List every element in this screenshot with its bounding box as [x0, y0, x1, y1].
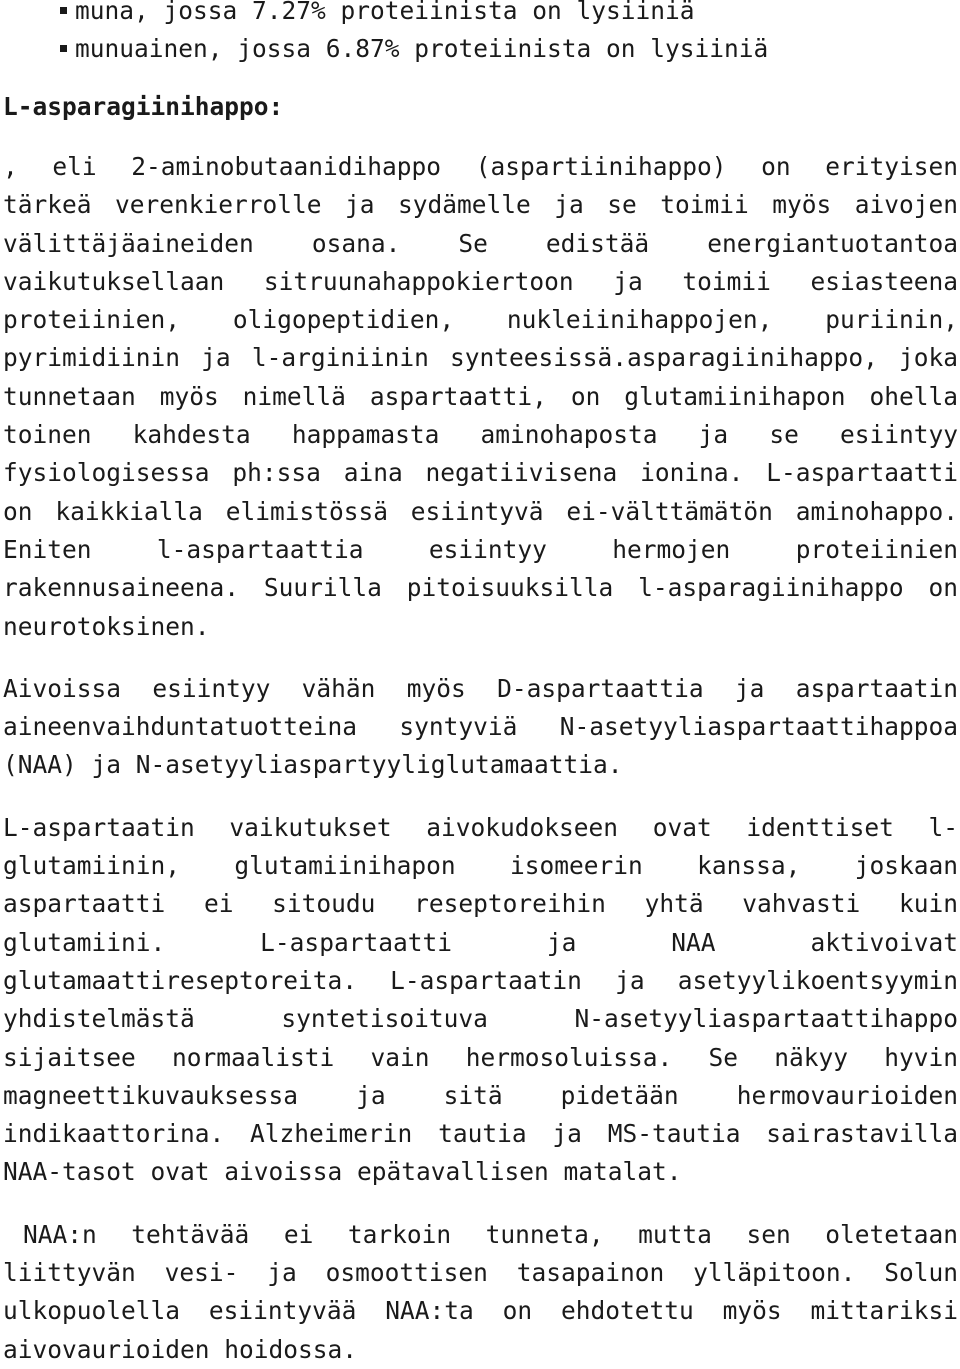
paragraph-effects: L-aspartaatin vaikutukset aivokudokseen ovat identtiset l-glutamiinin, glutamiinihapon isomeerin kanssa, joskaan aspartaatti ei sitoudu reseptoreihin yhtä vahvasti kuin glutamiini. L-aspartaatti ja NAA aktivoivat glutamaattireseptoreita. L-aspartaatin ja asetyylikoentsyymin yhdistelmästä syntetisoituva N-asetyyliaspartaattihappo sijaitsee normaalisti vain hermosoluissa. Se näkyy hyvin magneettikuvauksessa ja sitä pidetään hermovaurioiden indikaattorina. Alzheimerin tautia ja MS-tautia sairastavilla NAA-tasot ovat aivoissa epätavallisen matalat. [3, 812, 958, 1187]
paragraph-d-aspartate: Aivoissa esiintyy vähän myös D-aspartaattia ja aspartaatin aineenvaihduntatuotteina syntyviä N-asetyyliaspartaattihappoa (NAA) ja N-asetyyliaspartyyliglutamaattia. [3, 673, 958, 780]
lysine-source-list [3, 0, 958, 68]
paragraph-naa-function: NAA:n tehtävää ei tarkoin tunneta, mutta sen oletetaan liittyvän vesi- ja osmoottisen tasapainon ylläpitoon. Solun ulkopuolella esiintyvää NAA:ta on ehdotettu myös mittariksi aivovaurioiden hoidossa. [3, 1219, 958, 1364]
section-heading: L-asparagiinihappo: [3, 92, 284, 121]
paragraph-definition: , eli 2-aminobutaanidihappo (aspartiinihappo) on erityisen tärkeä verenkierrolle ja sydämelle ja se toimii myös aivojen välittäjäaineiden osana. Se edistää energiantuotantoa vaikutuksellaan sitruunahappokiertoon ja toimii esiasteena proteiinien, oligopeptidien, nukleiinihappojen, puriinin, pyrimidiinin ja l-arginiinin synteesissä.asparagiinihappo, joka tunnetaan myös nimellä aspartaatti, on glutamiinihapon ohella toinen kahdesta happamasta aminohaposta ja se esiintyy fysiologisessa ph:ssa aina negatiivisena ionina. L-aspartaatti on kaikkialla elimistössä esiintyvä ei-välttämätön aminohappo. Eniten l-aspartaattia esiintyy hermojen proteiinien rakennusaineena. Suurilla pitoisuuksilla l-asparagiinihappo on neurotoksinen. [3, 152, 958, 641]
list-item: munuainen, jossa 6.87% proteiinista on lysiiniä [75, 30, 958, 68]
list-item: muna, jossa 7.27% proteiinista on lysiiniä [75, 0, 958, 30]
